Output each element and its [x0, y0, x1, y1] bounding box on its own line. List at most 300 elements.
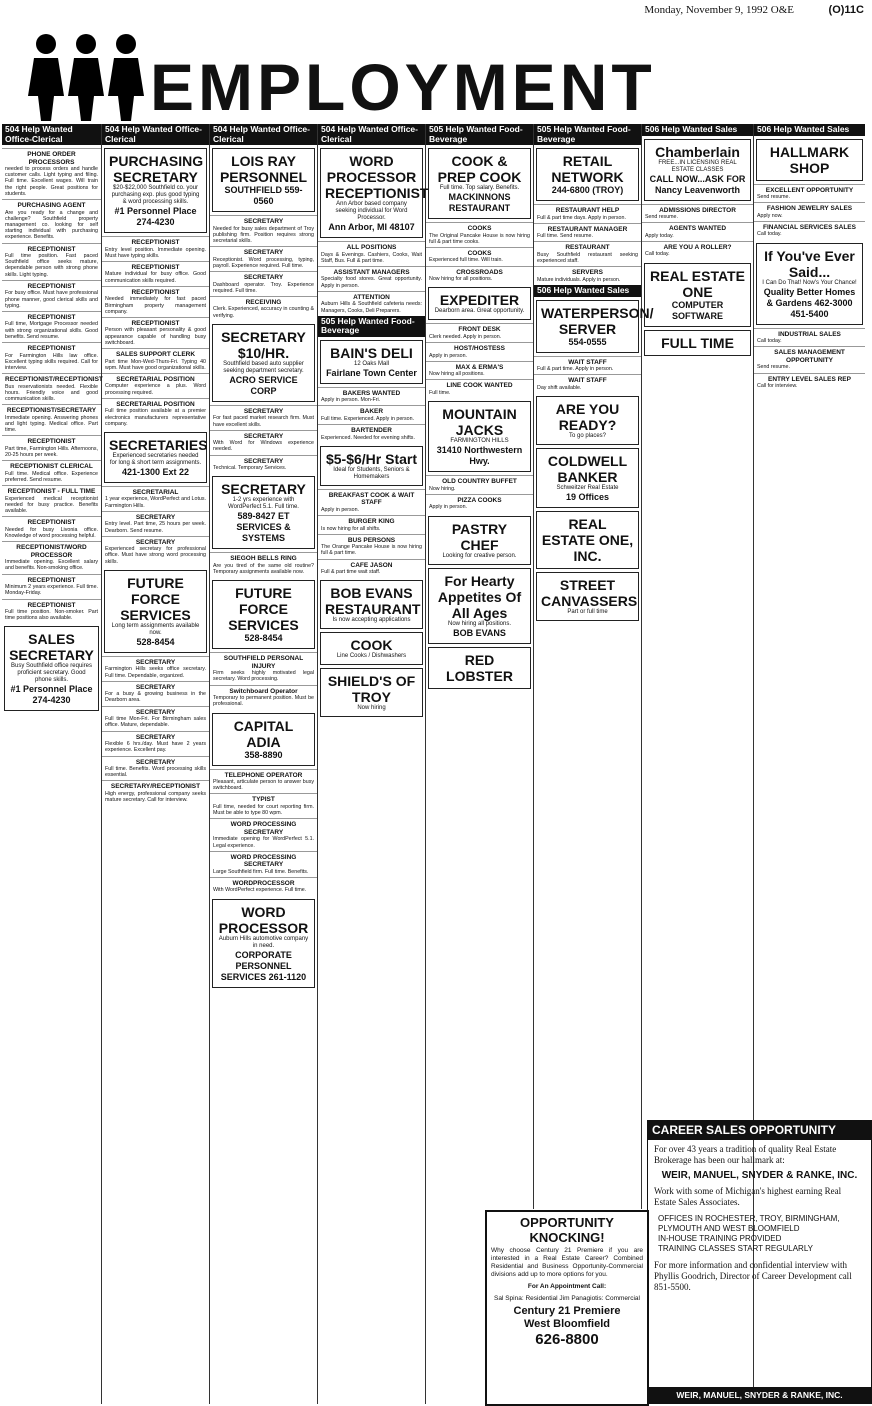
classified-ad [2, 342, 101, 373]
column-4 [318, 124, 429, 1404]
classified-ad [318, 534, 425, 559]
display-ad-title: LOIS RAY PERSONNEL [219, 153, 308, 185]
ad-heading: TELEPHONE OPERATOR [224, 771, 303, 779]
ad-heading: RECEPTIONIST [131, 319, 180, 327]
display-ad-title: COOK [350, 637, 393, 654]
classified-ad [318, 241, 425, 266]
ad-text: Apply in person. Mon-Fri. [321, 397, 381, 404]
ad-heading: WORD PROCESSING SECRETARY [230, 821, 297, 836]
ad-heading: WAIT STAFF [568, 358, 607, 366]
ad-heading: FASHION JEWELRY SALES [766, 205, 853, 213]
ad-heading: MAX & ERMA'S [455, 363, 504, 371]
ad-text: Entry level position. Immediate opening. Must have typing skills. [105, 246, 206, 259]
career-bullets [658, 1214, 871, 1254]
display-ad [536, 396, 639, 445]
classified-ad [2, 460, 101, 485]
ad-heading: SECRETARY [135, 708, 176, 716]
classified-ad [318, 489, 425, 515]
display-ad-title: EXPEDITER [439, 292, 520, 309]
display-ad [212, 324, 315, 402]
display-ad-contact: Fairlane Town Center [326, 367, 417, 378]
ad-text: Flexible 6 hrs./day. Must have 2 years experience. Excellent pay. [105, 741, 206, 754]
ad-heading: INDUSTRIAL SALES [778, 330, 841, 338]
display-ad-text: Schweitzer Real Estate [556, 484, 619, 491]
career-company: WEIR, MANUEL, SNYDER & RANKE, INC. [661, 1170, 858, 1181]
classified-ad [318, 405, 425, 424]
ad-heading: COOKS [467, 225, 492, 232]
category-header: 505 Help Wanted Food-Beverage [318, 316, 425, 337]
career-contact: For more information and confidential interview with Phyllis Goodrich, Director of Career Development call 851-5500. [654, 1260, 852, 1292]
display-ad-contact: SOUTHFIELD 559-0560 [224, 185, 303, 206]
ad-heading: SECRETARIAL POSITION [116, 375, 195, 383]
classified-ad [102, 780, 209, 805]
ad-heading: ASSISTANT MANAGERS [333, 268, 410, 276]
display-ad-title: FUTURE FORCE SERVICES [120, 574, 191, 623]
ad-text: Experienced secretary for professional office. Must have strong word processing skills. [105, 546, 206, 565]
ad-company: Century 21 Premiere [513, 1305, 621, 1317]
ad-heading: ENTRY LEVEL SALES REP [768, 375, 851, 383]
ad-text: Are you tired of the same old routine? Temporary assignments available now. [213, 562, 314, 576]
display-ad-title: For Hearty Appetites Of All Ages [437, 572, 522, 621]
classified-ad [2, 148, 101, 199]
ad-text: Apply in person. [321, 506, 359, 513]
ad-text: Full time. [429, 389, 451, 396]
ad-heading: RECEPTIONIST [131, 288, 180, 296]
classified-ad [754, 202, 865, 221]
ad-heading: RECEPTIONIST - FULL TIME [7, 488, 96, 496]
category-header: 504 Help Wanted Office-Clerical [2, 124, 101, 145]
ad-heading: SALES SUPPORT CLERK [115, 351, 196, 359]
display-ad [320, 148, 429, 238]
display-ad-text: Is now accepting applications [332, 617, 411, 624]
display-ad-contact: 554-0555 [568, 336, 607, 347]
ad-text: Experienced full time. Will train. [429, 257, 503, 264]
display-ad [536, 511, 639, 569]
ad-heading: SECRETARY [135, 538, 176, 546]
display-ad-contact: 31410 Northwestern Hwy. [436, 445, 523, 467]
classified-ad [754, 184, 865, 203]
display-ad [536, 572, 639, 621]
classified-ad [2, 199, 101, 243]
ad-text: Part time Mon-Wed-Thurs-Fri. Typing 40 wpm. Must have good organizational skills. [105, 358, 206, 371]
ad-heading: RECEPTIONIST [131, 263, 180, 271]
classified-ad [102, 348, 209, 373]
ad-text: Full time. Benefits. Word processing skills essential. [105, 766, 206, 779]
display-ad-contact: 244-6800 (TROY) [551, 185, 624, 195]
display-ad [644, 263, 751, 327]
ad-text: Temporary to permanent position. Must be professional. [213, 695, 314, 708]
display-ad-title: WORD PROCESSOR RECEPTIONIST [325, 153, 429, 201]
display-ad-text: Busy Southfield office requires proficient secretary. Good phone skills. [11, 663, 92, 684]
ad-heading: SECRETARY [243, 407, 284, 415]
ad-text: Apply now. [757, 212, 783, 219]
classified-ad [534, 374, 641, 393]
ad-heading: PURCHASING AGENT [17, 202, 86, 210]
display-ad [104, 148, 207, 233]
ad-heading: RECEPTIONIST [27, 245, 76, 253]
issue-date: Monday, November 9, 1992 O&E [644, 4, 794, 16]
ad-body: Why choose Century 21 Premiere if you are interested in a Real Estate Career? Combined Residential and Business Opportunity-Commercial divisions add up to more options for you. [491, 1247, 643, 1278]
display-ad-title: FULL TIME [661, 334, 734, 351]
ad-text: Bus reservationists needed. Flexible hours. Friendly voice and good communication skills. [5, 383, 98, 403]
classified-ad [2, 404, 101, 435]
classified-ad [318, 387, 425, 406]
ad-text: Now hiring for all positions. [429, 276, 493, 283]
classified-ad [426, 323, 533, 342]
classified-ad [210, 271, 317, 296]
classified-ad [2, 373, 101, 404]
display-ad [756, 139, 863, 181]
display-ad [644, 330, 751, 356]
ad-city: West Bloomfield [524, 1318, 610, 1330]
ad-heading: ADMISSIONS DIRECTOR [659, 206, 736, 214]
category-header: 504 Help Wanted Office-Clerical [210, 124, 317, 145]
ad-text: Full time, Mortgage Processor needed with strong organizational skills. Good benefits. Send resume. [5, 321, 98, 340]
classified-ad [210, 455, 317, 474]
career-footer: WEIR, MANUEL, SNYDER & RANKE, INC. [648, 1387, 871, 1403]
classified-ad [102, 286, 209, 317]
classified-ad [642, 241, 753, 260]
ad-text: Is now hiring for all shifts. [321, 525, 381, 532]
display-ad-contact: CORPORATE PERSONNEL SERVICES 261-1120 [220, 949, 307, 982]
ad-heading: HOST/HOSTESS [454, 345, 505, 353]
category-header: 504 Help Wanted Office-Clerical [318, 124, 425, 145]
section-title: EMPLOYMENT [150, 50, 656, 124]
display-ad-title: Chamberlain [655, 143, 740, 160]
ad-text: With Word for Windows experience needed. [213, 440, 314, 453]
category-header: 506 Help Wanted Sales [534, 285, 641, 297]
ad-text: The Original Pancake House is now hiring full & part time cooks. [429, 232, 530, 245]
display-ad-text: 12 Oaks Mall [353, 360, 389, 367]
ad-heading: WORD PROCESSING SECRETARY [230, 853, 297, 869]
career-bullet: • IN-HOUSE TRAINING PROVIDED [658, 1234, 871, 1244]
ad-text: Send resume. [757, 194, 790, 200]
classified-ad [2, 435, 101, 460]
classified-ad [2, 574, 101, 599]
classified-ad [102, 731, 209, 756]
ad-heading: PIZZA COOKS [457, 496, 502, 504]
display-ad-contact: #1 Personnel Place 274-4230 [114, 206, 197, 227]
display-ad-contact: ACRO SERVICE CORP [229, 374, 298, 396]
display-ad-contact: Ann Arbor, MI 48107 [328, 222, 415, 232]
ad-heading: BUS PERSONS [347, 536, 396, 544]
ad-text: Immediate opening. Answering phones and light typing. Medical office. Part time. [5, 414, 98, 434]
classified-ad [210, 552, 317, 577]
ad-heading: RECEIVING [245, 298, 282, 306]
display-ad-title: SECRETARY $10/HR. [221, 328, 306, 361]
ad-heading: EXCELLENT OPPORTUNITY [765, 186, 854, 194]
category-header: 506 Help Wanted Sales [754, 124, 865, 136]
display-ad-title: SHIELD'S OF TROY [327, 673, 416, 706]
ad-text: Call today. [757, 338, 782, 345]
career-sales-ad [647, 1120, 872, 1404]
classified-ad [210, 405, 317, 430]
ad-heading: AGENTS WANTED [668, 225, 727, 233]
display-ad-contact: BOB EVANS [453, 627, 506, 638]
display-ad-title: REAL ESTATE ONE [650, 267, 745, 300]
classified-ad [642, 204, 753, 223]
classified-ad [426, 266, 533, 285]
classified-ad [102, 681, 209, 706]
ad-text: Mature individual for busy office. Good communication skills required. [105, 271, 206, 284]
classified-ad [210, 818, 317, 850]
display-ad [536, 300, 654, 353]
page-header [0, 4, 872, 18]
ad-text: Now hiring. [429, 485, 456, 492]
column-2 [102, 124, 210, 1404]
classified-ad [102, 756, 209, 781]
career-bar: CAREER SALES OPPORTUNITY [648, 1121, 871, 1140]
display-ad-text: Ann Arbor based company seeking individual for Word Processor. [335, 201, 408, 221]
ad-text: 1 year experience, WordPerfect and Lotus. Farmington Hills. [105, 496, 206, 509]
classified-ad [318, 291, 425, 316]
classified-ad [210, 296, 317, 321]
ad-text: For fast paced market research firm. Must have excellent skills. [213, 415, 314, 428]
display-ad-contact: Quality Better Homes & Gardens 462-3000 451-5400 [763, 286, 856, 319]
classified-ad [2, 280, 101, 311]
display-ad-title: BAIN'S DELI [330, 344, 413, 361]
display-ad-title: FUTURE FORCE SERVICES [228, 585, 299, 634]
ad-text: Full time. Send resume. [537, 233, 593, 240]
display-ad-title: If You've Ever Said... [764, 247, 855, 280]
display-ad-title: HALLMARK SHOP [769, 143, 850, 176]
display-ad-title: MOUNTAIN JACKS [442, 406, 517, 439]
ad-heading: SECRETARY [135, 683, 176, 691]
ad-heading: ARE YOU A ROLLER? [663, 243, 732, 251]
ad-text: Part time, Farmington Hills. Afternoons, 20-25 hours per week. [5, 445, 98, 459]
display-ad [320, 632, 423, 665]
classified-ad [210, 877, 317, 896]
ad-text: Specialty food stores. Great opportunity. Apply in person. [321, 276, 422, 289]
ad-text: Large Southfield firm. Full time. Benefits. [213, 868, 309, 875]
ad-heading: CAFE JASON [350, 561, 393, 569]
classified-ad [210, 793, 317, 818]
ad-text: Needed immediately for fast paced Birmingham property management company. [105, 296, 206, 315]
ad-text: Computer experience a plus. Word processing required. [105, 383, 206, 396]
ad-text: Mature individuals. Apply in person. [537, 276, 621, 283]
ad-heading: RECEPTIONIST [27, 345, 76, 353]
ad-heading: RESTAURANT [565, 244, 610, 252]
display-ad-text: FARMINGTON HILLS [450, 438, 509, 445]
ad-text: Send resume. [757, 364, 790, 371]
display-ad-contact: MACKINNONS RESTAURANT [448, 192, 511, 213]
display-ad-title: BOB EVANS RESTAURANT [325, 585, 421, 618]
ad-heading: SECRETARY [243, 274, 284, 282]
display-ad [644, 139, 751, 201]
ad-text: Are you ready for a change and challenge? Southfield property management co. looking for self starting individual with purchasing experience. Benefits. [5, 209, 98, 241]
display-ad-text: 1-2 yrs experience with WordPerfect 5.1. Full time. [228, 497, 299, 511]
ad-text: Auburn Hills & Southfield cafeteria needs: Managers, Cooks, Deli Preparers. [321, 301, 422, 314]
ad-text: Now hiring all positions. [429, 371, 485, 378]
classified-ad [102, 486, 209, 511]
classified-ad [534, 241, 641, 266]
classified-ad [2, 599, 101, 624]
column-8 [754, 124, 865, 1119]
ad-text: Send resume. [645, 214, 678, 220]
ad-heading: RECEPTIONIST [27, 576, 76, 584]
display-ad [4, 626, 99, 711]
display-ad-text: Southfield based auto supplier seeking department secretary. [223, 360, 304, 374]
ad-text: Needed for busy Livonia office. Knowledge of word processing helpful. [5, 526, 98, 540]
ad-text: Clerk needed. Apply in person. [429, 333, 502, 340]
classified-ad [210, 685, 317, 710]
display-ad-title: SALES SECRETARY [9, 631, 94, 664]
column-5 [426, 124, 534, 1209]
ad-text: Pleasant, articulate person to answer busy switchboard. [213, 779, 314, 792]
display-ad [428, 287, 531, 320]
ad-text: Apply today. [645, 232, 674, 239]
display-ad [428, 401, 531, 472]
display-ad [320, 580, 423, 629]
display-ad-title: COLDWELL BANKER [547, 452, 628, 485]
classified-ad [2, 541, 101, 573]
ad-text: Minimum 2 years experience. Full time. Monday-Friday. [5, 584, 98, 597]
ad-text: Receptionist. Word processing, typing, payroll. Experience required. Full time. [213, 256, 314, 269]
ad-text: For a busy & growing business in the Dearborn area. [105, 691, 206, 704]
ad-text: Days & Evenings. Cashiers, Cooks, Wait Staff, Bus. Full & part time. [321, 251, 422, 264]
ad-heading: BURGER KING [348, 518, 395, 526]
display-ad-text: Looking for creative person. [442, 552, 517, 559]
ad-text: Full & part time. Apply in person. [537, 366, 614, 373]
display-ad-title: CAPITAL ADIA [233, 717, 294, 750]
category-header: 504 Help Wanted Office-Clerical [102, 124, 209, 145]
ad-heading: OLD COUNTRY BUFFET [442, 478, 517, 486]
ad-text: High energy, professional company seeks mature secretary. Call for interview. [105, 790, 206, 804]
ad-heading: RECEPTIONIST/WORD PROCESSOR [16, 544, 87, 559]
display-ad [104, 432, 207, 483]
classified-ad [102, 706, 209, 731]
ad-text: With WordPerfect experience. Full time. [213, 887, 307, 894]
ad-heading: SECRETARY [243, 457, 284, 465]
ad-text: Call today. [757, 231, 782, 238]
ad-heading: BAKERS WANTED [342, 389, 401, 397]
display-ad-text: FREE...IN LICENSING REAL ESTATE CLASSES [658, 159, 737, 173]
ad-text: Needed for busy sales department of Troy publishing firm. Position requires strong secretarial skills. [213, 225, 314, 244]
classified-ad [318, 559, 425, 578]
display-ad-title: WORD PROCESSOR [218, 903, 309, 936]
ad-heading: BREAKFAST COOK & WAIT STAFF [328, 491, 415, 507]
ad-heading: SALES MANAGEMENT OPPORTUNITY [774, 349, 845, 364]
ad-contacts-names: Sal Spina: Residential Jim Panagiotis: Commercial [494, 1295, 640, 1302]
page-number: (O)11C [828, 4, 864, 16]
ad-text: Immediate opening for WordPerfect 5.1. Legal experience. [213, 836, 314, 849]
ad-text: Immediate opening. Excellent salary and benefits. Non-smoking office. [5, 559, 98, 572]
classified-ad [534, 223, 641, 242]
classified-ad [2, 516, 101, 541]
ad-heading: RECEPTIONIST [27, 282, 76, 290]
category-header: 506 Help Wanted Sales [642, 124, 753, 136]
ad-heading: LINE COOK WANTED [446, 382, 513, 390]
ad-text: Full & part time wait staff. [321, 569, 381, 576]
classified-ad [102, 236, 209, 261]
ad-text: The Orange Pancake House is now hiring full & part time. [321, 544, 422, 557]
classified-ad [210, 215, 317, 246]
ad-headline: OPPORTUNITY KNOCKING! [520, 1215, 614, 1245]
display-ad [428, 148, 531, 219]
classified-ad [754, 373, 865, 392]
ad-text: Busy Southfield restaurant seeking experienced staff. [537, 251, 638, 265]
ad-heading: RESTAURANT HELP [555, 207, 620, 214]
ad-heading: SOUTHFIELD PERSONAL INJURY [223, 655, 304, 670]
classified-ad [426, 361, 533, 380]
ad-heading: SECRETARIAL POSITION [116, 400, 195, 408]
ad-heading: BARTENDER [351, 427, 392, 435]
ad-text: Firm seeks highly motivated legal secretary. Word processing. [213, 670, 314, 683]
ad-heading: SERVERS [572, 269, 603, 277]
display-ad [536, 148, 639, 201]
classified-ad [426, 247, 533, 266]
ad-text: needed to process orders and handle customer calls. Light typing and filing. Full time. Excellent wages. Will train the right people. Great positions for students. [5, 166, 98, 197]
display-ad [212, 476, 315, 549]
classified-ad [534, 204, 641, 223]
ad-heading: RECEPTIONIST CLERICAL [10, 463, 93, 471]
display-ad-contact: 589-8427 ET SERVICES & SYSTEMS [236, 511, 291, 544]
display-ad [536, 448, 639, 508]
ad-heading: ALL POSITIONS [346, 244, 397, 251]
ad-heading: COOKS [467, 249, 492, 257]
classified-ad [2, 243, 101, 280]
category-header: 505 Help Wanted Food-Beverage [426, 124, 533, 145]
ad-text: Call for interview. [757, 383, 798, 390]
ad-heading: RECEPTIONIST/SECRETARY [6, 407, 97, 415]
display-ad-text: Dearborn area. Great opportunity. [434, 308, 525, 315]
display-ad-title: REAL ESTATE ONE, INC. [541, 515, 634, 564]
classified-ad [318, 424, 425, 443]
display-ad-text: Part or full time [567, 608, 608, 615]
ad-text: For Farmington Hills law office. Excellent typing skills required. Call for interview. [5, 352, 98, 371]
ad-text: Full time position. Non-smoker. Part time positions also available. [5, 609, 98, 622]
ad-text: Full time, needed for court reporting firm. Must be able to type 80 wpm. [213, 803, 314, 817]
display-ad-text: Long term assignments available now. [111, 622, 200, 636]
classified-ad [534, 266, 641, 285]
ad-contact: For An Appointment Call: [527, 1283, 607, 1290]
display-ad-contact: 528-8454 [136, 636, 175, 647]
century21-ad [485, 1210, 649, 1406]
display-ad-text: I Can Do That! Now's Your Chance! [762, 279, 857, 286]
display-ad-text: Auburn Hills automotive company in need. [218, 935, 309, 949]
display-ad [104, 570, 207, 653]
classified-ad [102, 656, 209, 681]
display-ad [756, 243, 863, 325]
ad-text: Technical. Temporary Services. [213, 465, 287, 472]
classified-ad [426, 222, 533, 247]
ad-heading: TYPIST [252, 796, 275, 804]
display-ad-text: Full time. Top salary. Benefits. [439, 185, 520, 191]
ad-text: Experienced. Needed for evening shifts. [321, 434, 415, 441]
ad-text: For busy office. Must have professional phone manner, good clerical skills and typing. [5, 290, 98, 309]
ad-heading: FRONT DESK [458, 326, 501, 334]
column-6 [534, 124, 654, 1209]
classified-ad [318, 515, 425, 534]
section-banner [0, 26, 872, 136]
display-ad [212, 148, 315, 212]
classified-ad [210, 851, 317, 877]
display-ad-text: Ideal for Students, Seniors & Homemakers [333, 466, 410, 480]
classified-ad [426, 379, 533, 398]
ad-heading: WAIT STAFF [568, 377, 607, 385]
display-ad-text: Now hiring all positions. [447, 620, 512, 627]
classified-ad [102, 398, 209, 429]
display-ad-contact: CALL NOW...ASK FOR Nancy Leavenworth [649, 173, 746, 195]
classified-ad [754, 328, 865, 347]
ad-heading: SECRETARY [135, 513, 176, 521]
display-ad-text: Experienced secretaries needed for long & short term assignments. [109, 452, 202, 466]
career-intro: For over 43 years a tradition of quality Real Estate Brokerage has been our hallmark at: [654, 1144, 837, 1165]
display-ad-contact: 358-8890 [244, 749, 283, 760]
classified-ad [2, 485, 101, 516]
career-bullet: • OFFICES IN ROCHESTER, TROY, BIRMINGHAM, PLYMOUTH AND WEST BLOOMFIELD [658, 1214, 871, 1234]
ad-heading: SECRETARY [135, 658, 176, 666]
